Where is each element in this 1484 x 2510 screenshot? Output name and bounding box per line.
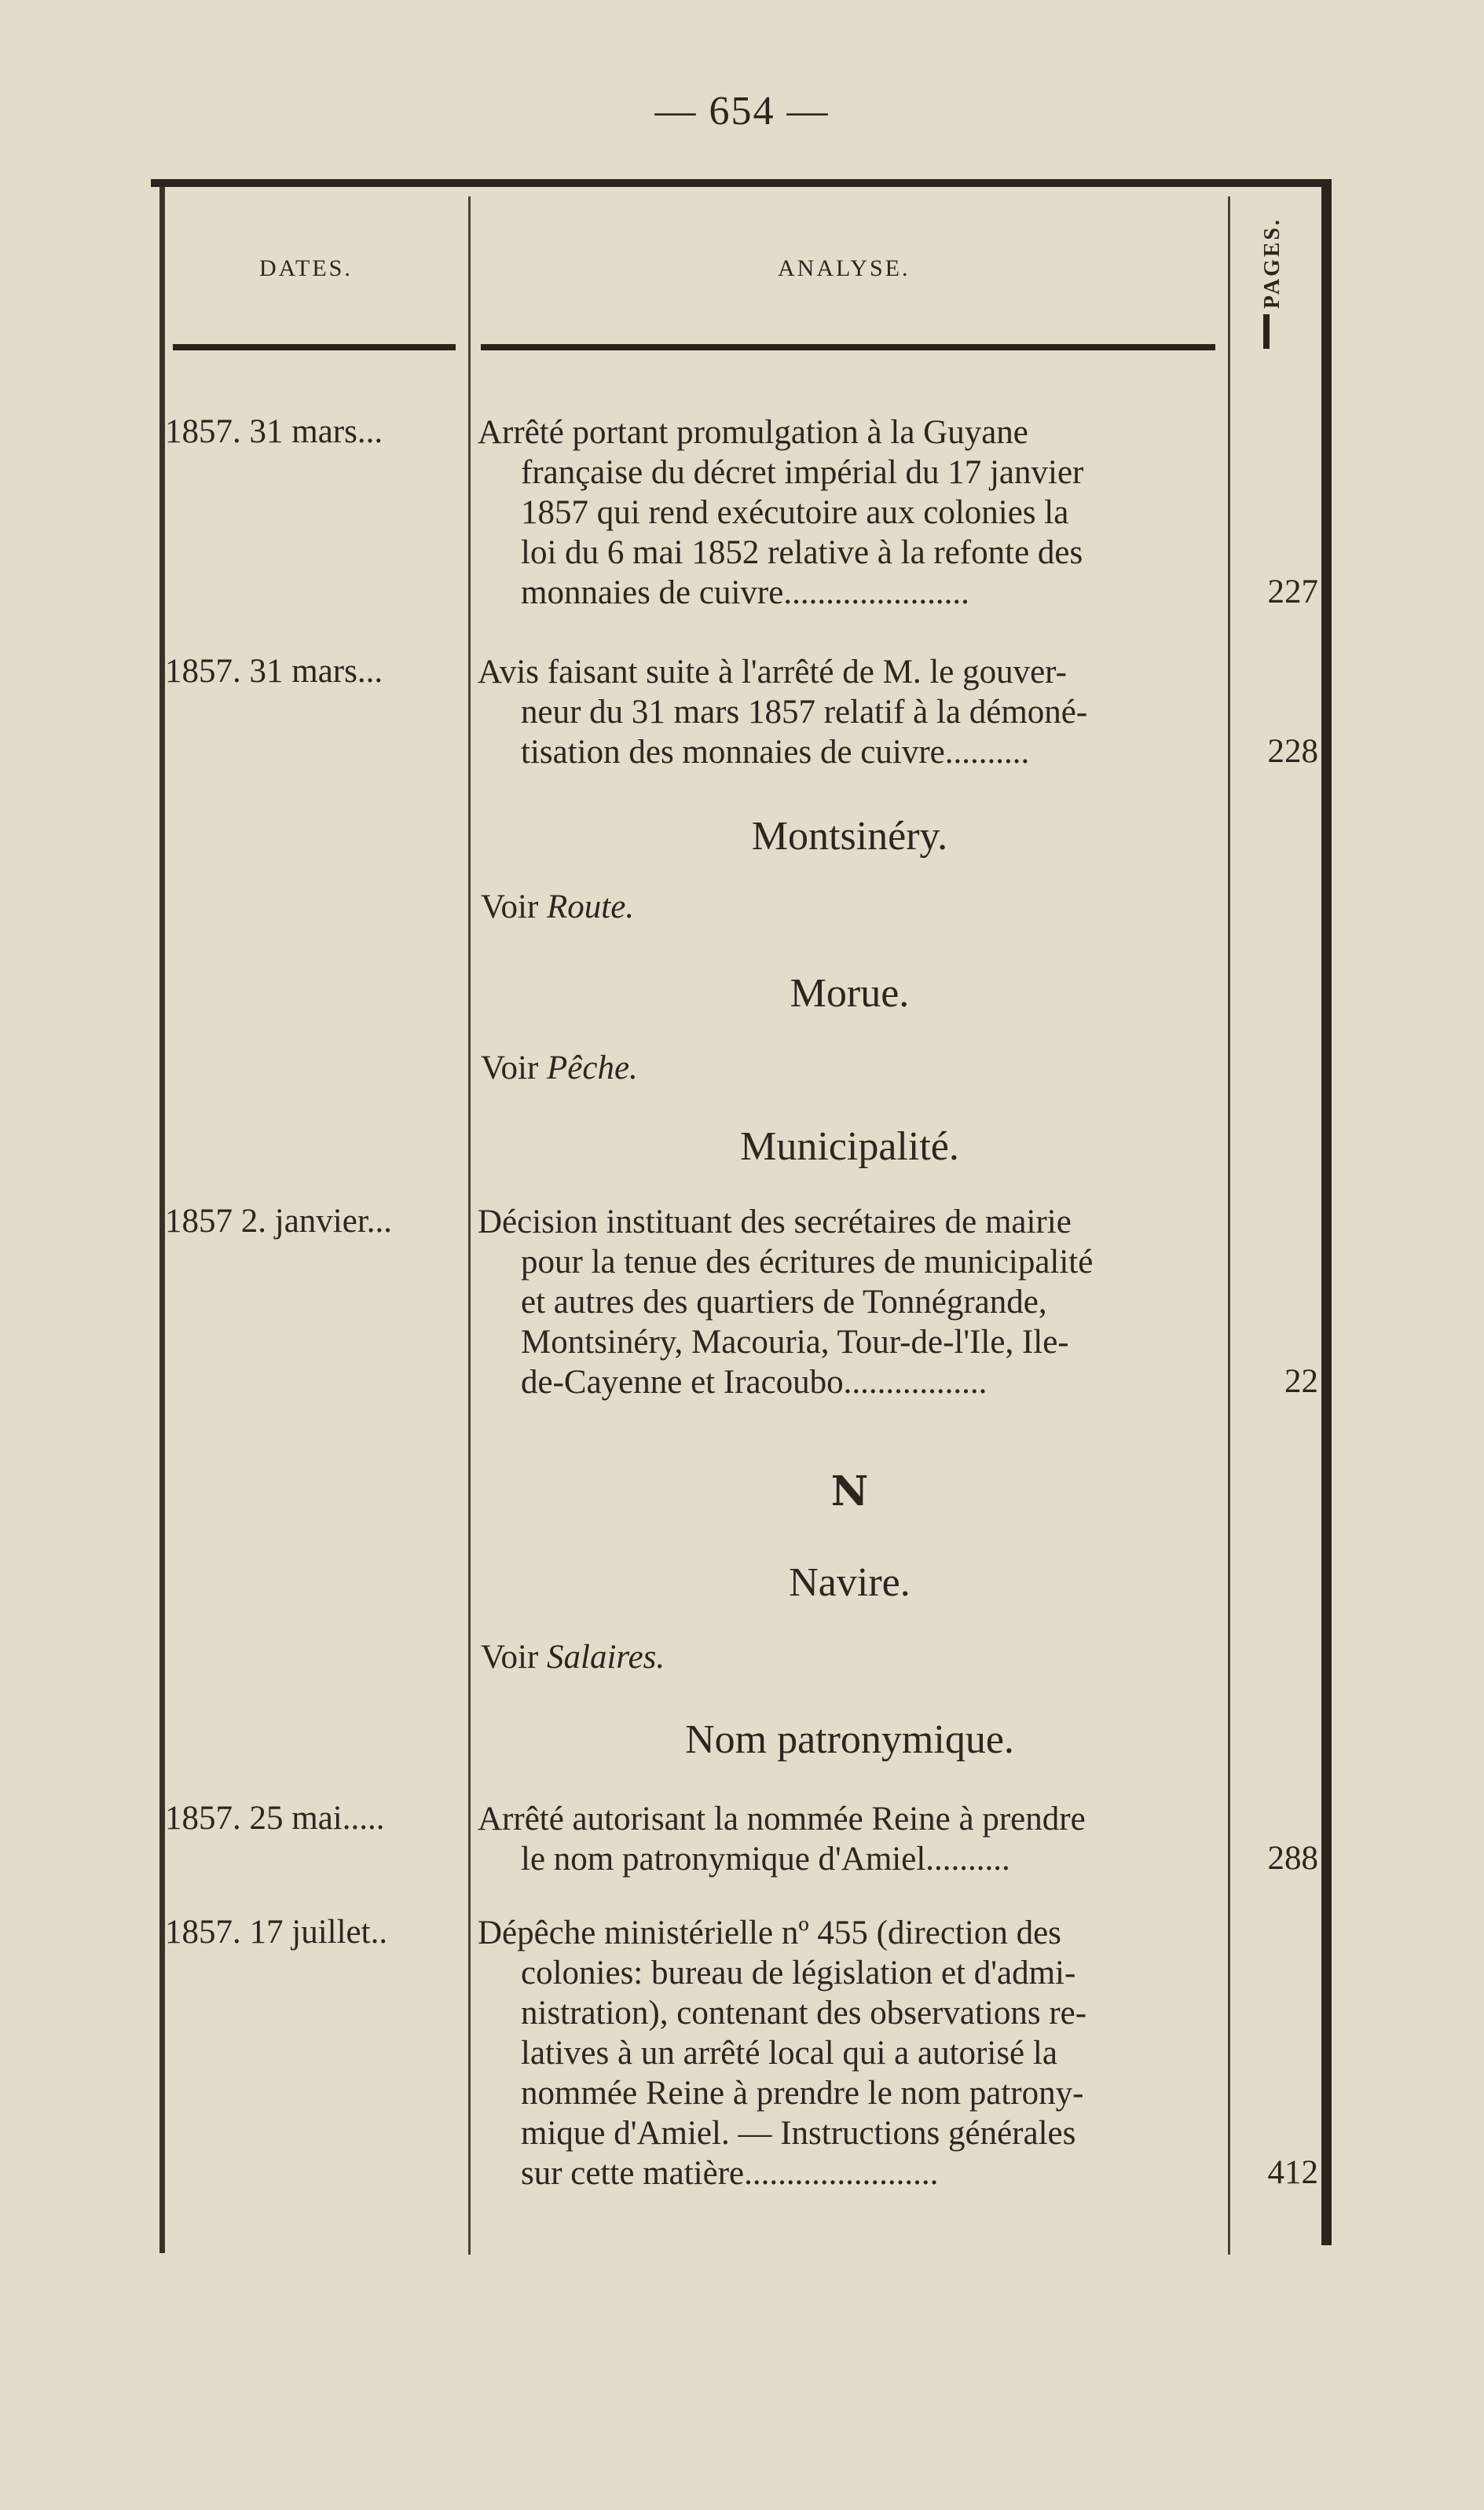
- entry-date: 1857 2. janvier...: [165, 1203, 393, 1240]
- analysis-line: Décision instituant des secrétaires de mairie: [478, 1204, 1072, 1240]
- heading-nom-patronymique: Nom patronymique.: [685, 1717, 1014, 1762]
- ref-peche: [481, 1049, 638, 1087]
- heading-montsinery: Montsinéry.: [751, 814, 948, 859]
- analysis-line: latives à un arrêté local qui a autorisé la: [521, 2035, 1057, 2072]
- table-frame-right: [1321, 179, 1332, 2245]
- analysis-line: monnaies de cuivre......................: [521, 574, 969, 611]
- entry-analysis: [478, 412, 1228, 613]
- analysis-line: Arrêté portant promulgation à la Guyane: [478, 414, 1028, 451]
- voir-label: Voir: [481, 889, 539, 925]
- header-analyse: ANALYSE.: [778, 255, 911, 281]
- header-rule-analyse: [481, 344, 1215, 350]
- heading-navire: Navire.: [789, 1560, 911, 1605]
- entry-page: 412: [1267, 2154, 1318, 2191]
- section-letter: N: [830, 1468, 869, 1515]
- analysis-line: Dépêche ministérielle nº 455 (direction des: [478, 1915, 1061, 1951]
- analysis-line: Montsinéry, Macouria, Tour-de-l'Ile, Ile-: [521, 1324, 1069, 1361]
- ref-salaires: [481, 1638, 665, 1676]
- heading-municipalite: Municipalité.: [740, 1124, 959, 1169]
- analysis-line: française du décret impérial du 17 janvier: [521, 454, 1084, 491]
- analysis-line: de-Cayenne et Iracoubo.................: [521, 1364, 988, 1401]
- entry-date: 1857. 31 mars...: [165, 413, 383, 450]
- analysis-line: Arrêté autorisant la nommée Reine à prendre: [478, 1801, 1086, 1838]
- entry-date: 1857. 31 mars...: [165, 653, 383, 690]
- analysis-line: pour la tenue des écritures de municipalité: [521, 1244, 1094, 1281]
- analysis-line: mique d'Amiel. — Instructions générales: [521, 2115, 1076, 2152]
- header-pages-label: PAGES.: [1260, 217, 1284, 310]
- column-divider-dates: [468, 196, 471, 2255]
- analysis-line: tisation des monnaies de cuivre..........: [521, 734, 1030, 771]
- analysis-line: 1857 qui rend exécutoire aux colonies la: [521, 494, 1069, 531]
- entry-analysis: [478, 1913, 1228, 2193]
- ref-target: Pêche.: [547, 1050, 638, 1086]
- column-divider-pages: [1228, 196, 1230, 2255]
- entry-page: 22: [1284, 1363, 1318, 1400]
- entry-analysis: [478, 652, 1228, 772]
- entry-date: 1857. 17 juillet..: [165, 1914, 388, 1951]
- table-frame-left: [159, 187, 165, 2253]
- header-pages: [1237, 200, 1308, 326]
- analysis-line: nistration), contenant des observations re-: [521, 1995, 1087, 2032]
- page-number: — 654 —: [654, 89, 830, 134]
- table-frame-top: [151, 179, 1328, 187]
- analysis-line: sur cette matière.......................: [521, 2155, 939, 2192]
- analysis-line: neur du 31 mars 1857 relatif à la démoné-: [521, 694, 1088, 731]
- entry-page: 228: [1267, 733, 1318, 770]
- entry-page: 227: [1267, 573, 1318, 610]
- voir-label: Voir: [481, 1639, 539, 1676]
- analysis-line: le nom patronymique d'Amiel..........: [521, 1841, 1010, 1878]
- entry-analysis: [478, 1799, 1228, 1879]
- analysis-line: Avis faisant suite à l'arrêté de M. le gouver-: [478, 654, 1067, 691]
- ref-target: Route.: [547, 889, 635, 925]
- analysis-line: loi du 6 mai 1852 relative à la refonte des: [521, 534, 1083, 571]
- ref-target: Salaires.: [547, 1639, 665, 1676]
- header-rule-dates: [173, 344, 456, 350]
- header-dates: DATES.: [259, 255, 353, 281]
- analysis-line: colonies: bureau de législation et d'admi-: [521, 1955, 1076, 1992]
- analysis-line: et autres des quartiers de Tonnégrande,: [521, 1284, 1047, 1321]
- entry-analysis: [478, 1202, 1228, 1402]
- entry-page: 288: [1267, 1840, 1318, 1877]
- entry-date: 1857. 25 mai.....: [165, 1800, 385, 1837]
- heading-morue: Morue.: [790, 971, 910, 1016]
- analysis-line: nommée Reine à prendre le nom patrony-: [521, 2075, 1084, 2112]
- ref-route: [481, 888, 634, 926]
- voir-label: Voir: [481, 1050, 539, 1086]
